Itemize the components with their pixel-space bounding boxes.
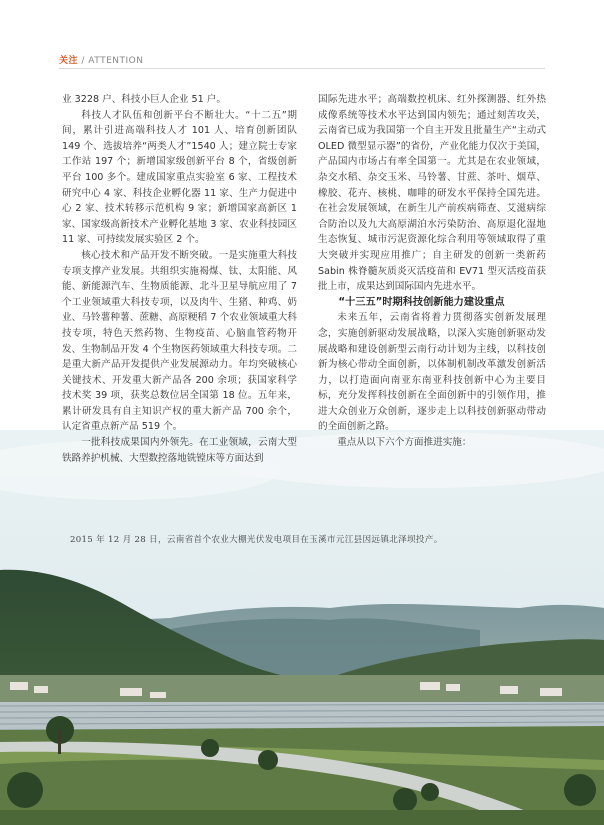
landscape-photo xyxy=(0,430,604,825)
body-paragraph: 一批科技成果国内外领先。在工业领域，云南大型铁路养护机械、大型数控落地铣镗床等方面达到 xyxy=(62,437,297,464)
body-paragraph: 重点从以下六个方面推进实施： xyxy=(337,437,472,449)
photo-caption: 2015 年 12 月 28 日，云南省首个农业大棚光伏发电项目在玉溪市元江县因远镇北泽坝投产。 xyxy=(70,535,443,545)
body-paragraph: 国际先进水平；高端数控机床、红外探测器、红外热成像系统等技术水平达到国内领先；通过刻苦攻关，云南省已成为我国第一个自主开发且批量生产“主动式 OLED 微型显示器”的省份，产业化能力仅次于美国，产品国内市场占有率全国第一。尤其是在农业领域，杂交水稻、杂交玉米、马铃薯、甘蔗、茶叶、烟草、橡胶、花卉、核桃、咖啡的研发水平保持全国先进。在社会发展领域，在新生儿产前疾病筛查、艾滋病综合防治以及九大高原湖泊水污染防治、高原退化湿地生态恢复、城市污泥资源化综合利用等领域取得了重大突破并实现应用推广；自主研发的创新一类新药 Sabin 株脊髓灰质炎灭活疫苗和 EV71 型灭活疫苗获批上市，成果达到国际国内先进水平。 xyxy=(318,94,546,293)
body-paragraph: 科技人才队伍和创新平台不断壮大。“十二五”期间，累计引进高端科技人才 101 人、培育创新团队 149 个、选拔培养“两类人才”1540 人；建立院士专家工作站 197 个；新增国家级创新平台 8 个，省级创新平台 100 多个。建成国家重点实验室 6 家、工程技术研究中心 4 家、科技企业孵化器 11 家、生产力促进中心 2 家、技术转移示范机构 9 家；新增国家高新区 1 家、国家级高新技术产业孵化基地 3 家、农业科技园区 11 家、可持续发展实验区 2 个。 xyxy=(62,109,297,246)
section-tag: 关注 xyxy=(59,56,79,66)
body-paragraph: 核心技术和产品开发不断突破。一是实施重大科技专项支撑产业发展。共组织实施褐煤、钛、太阳能、风能、新能源汽车、生物质能源、北斗卫星导航应用了 7 个工业领域重大科技专项，以及肉牛、生猪、种鸡、奶业、马铃薯种薯、蔗糖、高原粳稻 7 个农业领域重大科技专项，特色天然药物、生物疫苗、心脑血管药物开发、生物制品开发 4 个生物医药领域重大科技专项。二是重大新产品开发提供产业发展源动力。年均突破核心关键技术、开发重大新产品各 200 余项；获国家科学技术奖 39 项，获奖总数位居全国第 18 位。五年来，累计研发具有自主知识产权的重大新产品 700 余个，认定省重点新产品 519 个。 xyxy=(62,249,297,433)
landscape-illustration xyxy=(0,430,604,825)
body-paragraph: 未来五年，云南省将着力贯彻落实创新发展理念，实施创新驱动发展战略，以深入实施创新驱动发展战略和建设创新型云南行动计划为主线，以科技创新为核心带动全面创新，以体制机制改革激发创新活力，以打造面向南亚东南亚科技创新中心为主要目标，充分发挥科技创新在全面创新中的引领作用，推进大众创业万众创新，逐步走上以科技创新驱动带动的全面创新之路。 xyxy=(318,312,546,433)
body-paragraph: 业 3228 户、科技小巨人企业 51 户。 xyxy=(62,94,226,105)
header-separator: / xyxy=(78,56,89,66)
section-label: ATTENTION xyxy=(88,56,144,66)
right-text-column xyxy=(318,92,546,451)
section-heading: “十三五”时期科技创新能力建设重点 xyxy=(338,296,505,308)
left-text-column xyxy=(62,92,297,466)
section-header xyxy=(59,53,143,66)
header-divider xyxy=(59,68,545,69)
